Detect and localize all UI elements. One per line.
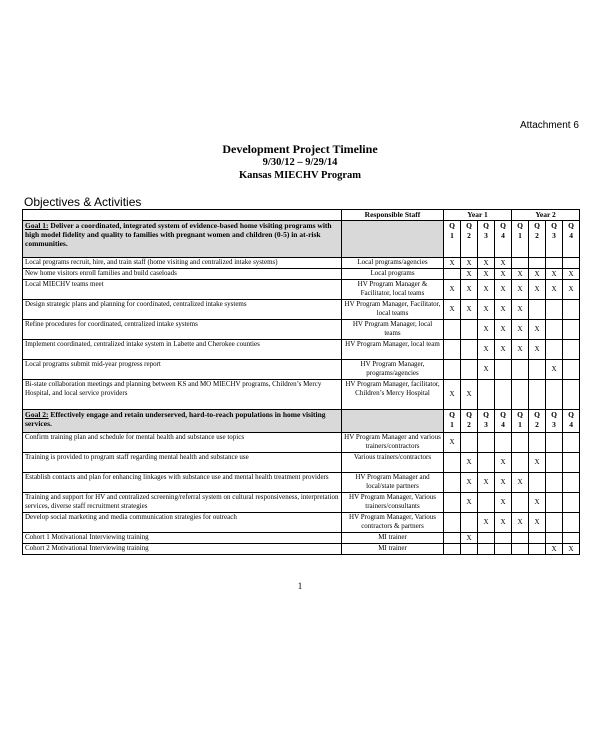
quarter-cell [529,433,546,453]
quarter-cell [529,360,546,380]
responsible-staff: HV Program Manager & Facilitator, local teams [342,280,444,300]
quarter-cell [529,258,546,269]
quarter-cell: X [478,473,495,493]
program-name: Kansas MIECHV Program [238,170,362,181]
table-row [23,280,580,300]
quarter-cell: X [495,269,512,280]
quarter-cell: X [563,280,580,300]
quarter-cell [478,544,495,555]
quarter-cell [444,533,461,544]
quarter-cell [512,493,529,513]
quarter-cell [478,380,495,410]
goal2-quarter-header [444,410,461,433]
responsible-staff: HV Program Manager, facilitator, Children’s Mercy Hospital [342,380,444,410]
quarter-cell: X [478,340,495,360]
table-row [23,380,580,410]
quarter-letter: Q [483,221,489,230]
quarter-letter: Q [517,221,523,230]
quarter-cell: X [478,280,495,300]
quarter-cell: X [529,513,546,533]
quarter-cell [444,269,461,280]
quarter-cell: X [546,360,563,380]
goal2-quarter-header [495,410,512,433]
quarter-cell: X [495,258,512,269]
page-title: Development Project Timeline [222,142,378,156]
quarter-cell: X [461,453,478,473]
quarter-cell: X [444,380,461,410]
quarter-cell [563,340,580,360]
responsible-staff: MI trainer [342,544,444,555]
table-row [23,544,580,555]
activity-text: Develop social marketing and media communication strategies for outreach [23,513,342,533]
quarter-cell: X [529,320,546,340]
quarter-letter: Q [466,221,472,230]
quarter-cell: X [512,280,529,300]
quarter-cell [444,493,461,513]
quarter-cell [444,473,461,493]
quarter-cell [512,380,529,410]
quarter-cell [495,433,512,453]
goal1-quarter-header [444,221,461,258]
quarter-number: 3 [484,420,488,429]
quarter-cell: X [478,320,495,340]
quarter-letter: Q [500,410,506,419]
responsible-staff: HV Program Manager and various trainers/contractors [342,433,444,453]
quarter-cell: X [478,258,495,269]
table-header-row [23,210,580,221]
activity-text: Bi-state collaboration meetings and planning between KS and MO MIECHV programs, Children’s Mercy Hospital, and local service providers [23,380,342,410]
quarter-letter: Q [551,410,557,419]
quarter-cell [444,453,461,473]
quarter-number: 2 [467,231,471,240]
responsible-staff: HV Program Manager, local teams [342,320,444,340]
quarter-letter: Q [466,410,472,419]
activity-text: Refine procedures for coordinated, centralized intake systems [23,320,342,340]
activity-text: Cohort 1 Motivational Interviewing training [23,533,342,544]
quarter-cell [529,380,546,410]
responsible-staff: HV Program Manager, local team [342,340,444,360]
quarter-cell [563,433,580,453]
goal1-staff-blank [342,221,444,258]
quarter-cell: X [546,280,563,300]
goal1-text [23,221,342,258]
quarter-cell: X [461,380,478,410]
quarter-cell: X [478,300,495,320]
quarter-cell [444,320,461,340]
table-row [23,433,580,453]
quarter-cell [444,360,461,380]
activity-text: Establish contacts and plan for enhancing linkages with substance use and mental health treatment providers [23,473,342,493]
quarter-cell [563,320,580,340]
quarter-cell [495,380,512,410]
quarter-cell: X [495,280,512,300]
quarter-cell [563,513,580,533]
header-responsible-staff: Responsible Staff [342,210,444,221]
quarter-cell [512,360,529,380]
goal1-quarter-header [461,221,478,258]
quarter-letter: Q [568,221,574,230]
goal2-quarter-header [478,410,495,433]
goal2-quarter-header [512,410,529,433]
quarter-cell [512,544,529,555]
activity-text: Implement coordinated, centralized intake system in Labette and Cherokee counties [23,340,342,360]
quarter-cell [478,453,495,473]
table-row [23,320,580,340]
activity-text: Training and support for HV and centralized screening/referral system on cultural responsiveness, interpretation services, diverse staff recruitment strategies [23,493,342,513]
quarter-cell [461,513,478,533]
quarter-number: 1 [518,420,522,429]
quarter-cell: X [478,513,495,533]
quarter-cell [461,340,478,360]
quarter-cell [461,360,478,380]
quarter-cell: X [563,269,580,280]
activity-text: Confirm training plan and schedule for mental health and substance use topics [23,433,342,453]
responsible-staff: HV Program Manager and local/state partners [342,473,444,493]
goal1-description: Deliver a coordinated, integrated system of evidence-based home visiting programs with high model fidelity and quality to families with pregnant women and children (0-5) in at-risk communities. [25,221,332,248]
quarter-letter: Q [449,410,455,419]
table-row [23,360,580,380]
quarter-cell: X [495,453,512,473]
quarter-cell [444,513,461,533]
quarter-cell: X [563,544,580,555]
quarter-letter: Q [551,221,557,230]
quarter-cell: X [529,493,546,513]
quarter-cell: X [444,300,461,320]
quarter-cell [563,453,580,473]
goal2-text [23,410,342,433]
quarter-cell: X [495,513,512,533]
activity-text: New home visitors enroll families and build caseloads [23,269,342,280]
goal2-description: Effectively engage and retain underserved, hard-to-reach populations in home visiting services. [25,410,326,428]
quarter-number: 3 [484,231,488,240]
quarter-cell [546,533,563,544]
quarter-cell: X [495,340,512,360]
goal1-label: Goal 1: [25,221,49,230]
activity-text: Training is provided to program staff regarding mental health and substance use [23,453,342,473]
quarter-cell: X [495,320,512,340]
activity-text: Design strategic plans and planning for coordinated, centralized intake systems [23,300,342,320]
table-row [23,513,580,533]
responsible-staff: Various trainers/contractors [342,453,444,473]
table-row [23,473,580,493]
quarter-cell: X [495,300,512,320]
quarter-cell [563,533,580,544]
goal2-quarter-header [546,410,563,433]
goal2-quarter-header [563,410,580,433]
quarter-cell [529,473,546,493]
quarter-number: 4 [501,231,505,240]
quarter-cell [529,544,546,555]
quarter-cell [563,258,580,269]
quarter-cell [563,473,580,493]
quarter-cell [478,433,495,453]
quarter-cell: X [461,493,478,513]
quarter-cell [444,544,461,555]
quarter-cell [546,320,563,340]
quarter-cell: X [512,300,529,320]
quarter-cell [546,513,563,533]
quarter-cell [563,380,580,410]
quarter-cell: X [529,269,546,280]
quarter-cell: X [495,473,512,493]
quarter-cell [512,433,529,453]
quarter-cell [529,533,546,544]
table-row [23,340,580,360]
responsible-staff: HV Program Manager, Various trainers/consultants [342,493,444,513]
quarter-cell [546,258,563,269]
section-heading: Objectives & Activities [24,195,142,209]
quarter-number: 1 [518,231,522,240]
quarter-number: 2 [535,420,539,429]
quarter-cell: X [444,280,461,300]
quarter-cell [444,340,461,360]
goal2-row [23,410,580,433]
quarter-cell [512,258,529,269]
quarter-cell [563,360,580,380]
quarter-cell [495,360,512,380]
quarter-cell: X [444,258,461,269]
responsible-staff: MI trainer [342,533,444,544]
quarter-cell [546,433,563,453]
quarter-number: 3 [552,231,556,240]
header-year-1: Year 1 [444,210,512,221]
date-range: 9/30/12 – 9/29/14 [262,157,338,168]
quarter-letter: Q [449,221,455,230]
quarter-number: 2 [467,420,471,429]
quarter-cell: X [495,493,512,513]
quarter-letter: Q [568,410,574,419]
quarter-cell [563,300,580,320]
header-year-2: Year 2 [512,210,580,221]
quarter-cell [546,300,563,320]
header-blank [23,210,342,221]
quarter-cell: X [512,473,529,493]
table-row [23,300,580,320]
goal2-staff-blank [342,410,444,433]
goal2-quarter-header [461,410,478,433]
attachment-label: Attachment 6 [520,120,579,131]
goal1-quarter-header [478,221,495,258]
goal1-quarter-header [495,221,512,258]
timeline-table [22,209,580,555]
table-row [23,258,580,269]
quarter-cell: X [444,433,461,453]
goal1-row [23,221,580,258]
goal1-quarter-header [546,221,563,258]
activity-text: Cohort 2 Motivational Interviewing training [23,544,342,555]
quarter-cell [546,340,563,360]
quarter-cell [478,493,495,513]
quarter-cell [563,493,580,513]
quarter-cell: X [478,269,495,280]
goal1-quarter-header [512,221,529,258]
quarter-cell: X [461,269,478,280]
quarter-letter: Q [517,410,523,419]
quarter-number: 1 [450,231,454,240]
activity-text: Local programs recruit, hire, and train staff (home visiting and centralized intake systems) [23,258,342,269]
responsible-staff: HV Program Manager, Various contractors & partners [342,513,444,533]
quarter-cell: X [461,533,478,544]
page-number: 1 [297,581,303,591]
activity-text: Local MIECHV teams meet [23,280,342,300]
quarter-cell: X [461,473,478,493]
goal2-quarter-header [529,410,546,433]
quarter-number: 4 [569,420,573,429]
quarter-cell [512,533,529,544]
quarter-cell: X [461,280,478,300]
quarter-cell [461,544,478,555]
quarter-cell [461,320,478,340]
goal1-quarter-header [529,221,546,258]
responsible-staff: HV Program Manager, Facilitator, local teams [342,300,444,320]
responsible-staff: Local programs [342,269,444,280]
quarter-cell: X [461,300,478,320]
quarter-cell [461,433,478,453]
quarter-number: 3 [552,420,556,429]
quarter-cell: X [512,269,529,280]
quarter-letter: Q [483,410,489,419]
table-row [23,533,580,544]
quarter-cell: X [512,513,529,533]
quarter-cell [512,453,529,473]
quarter-cell: X [478,360,495,380]
quarter-cell [478,533,495,544]
quarter-cell: X [529,280,546,300]
quarter-cell: X [529,340,546,360]
quarter-cell [546,473,563,493]
table-row [23,269,580,280]
quarter-cell: X [512,320,529,340]
quarter-cell [495,533,512,544]
quarter-cell [546,453,563,473]
responsible-staff: Local programs/agencies [342,258,444,269]
goal1-quarter-header [563,221,580,258]
activity-text: Local programs submit mid-year progress report [23,360,342,380]
quarter-cell [546,493,563,513]
quarter-number: 4 [569,231,573,240]
quarter-number: 1 [450,420,454,429]
quarter-cell: X [546,269,563,280]
quarter-cell [546,380,563,410]
quarter-letter: Q [534,221,540,230]
quarter-letter: Q [534,410,540,419]
quarter-cell: X [461,258,478,269]
responsible-staff: HV Program Manager, programs/agencies [342,360,444,380]
quarter-cell: X [546,544,563,555]
table-row [23,453,580,473]
quarter-number: 2 [535,231,539,240]
table-row [23,493,580,513]
quarter-cell [529,300,546,320]
quarter-cell [495,544,512,555]
goal2-label: Goal 2: [25,410,49,419]
quarter-cell: X [512,340,529,360]
quarter-cell: X [529,453,546,473]
quarter-letter: Q [500,221,506,230]
quarter-number: 4 [501,420,505,429]
